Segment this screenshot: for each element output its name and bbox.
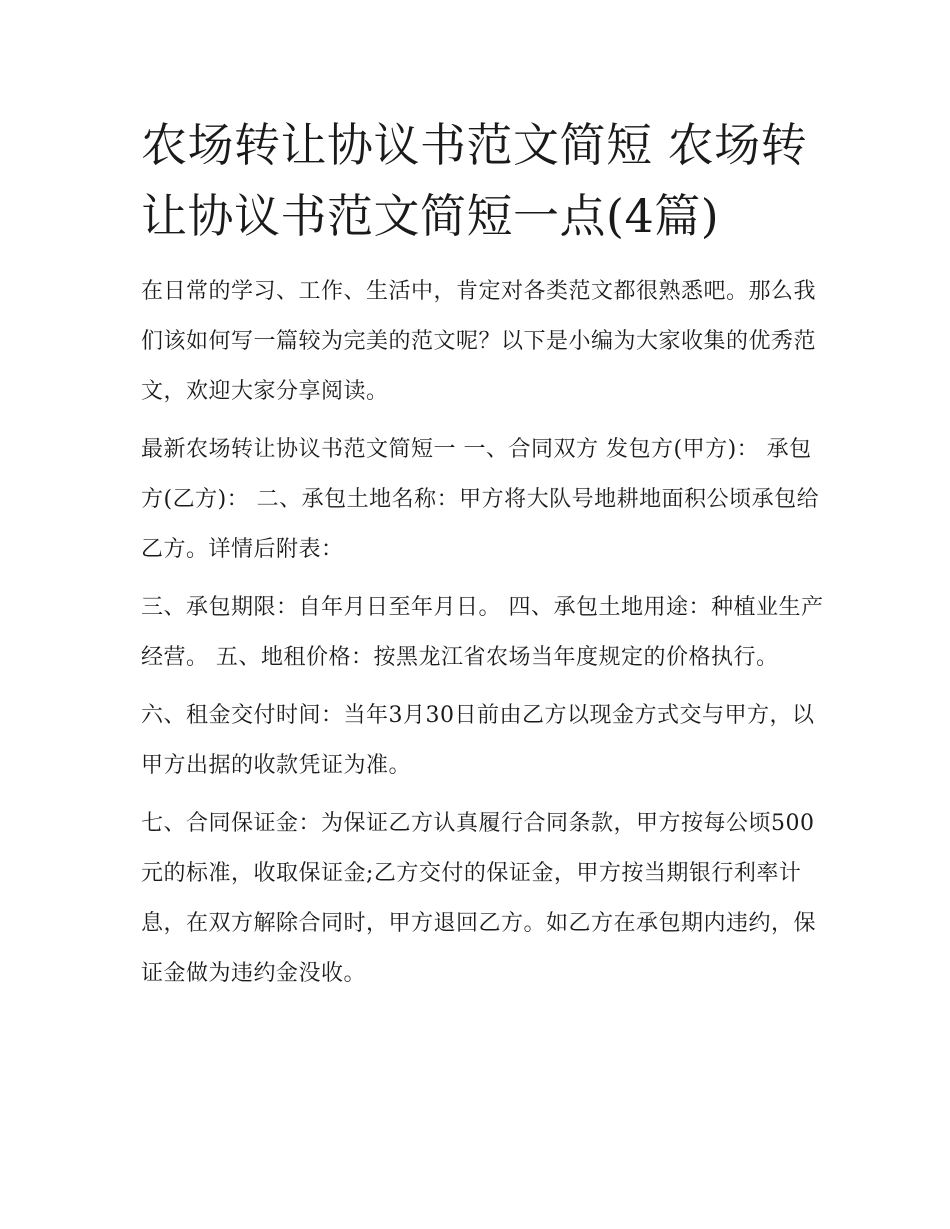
document-title: 农场转让协议书范文简短 农场转让协议书范文简短一点(4篇) (141, 118, 808, 244)
paragraph-intro: 在日常的学习、工作、生活中，肯定对各类范文都很熟悉吧。那么我们该如何写一篇较为完美的范文呢？以下是小编为大家收集的优秀范文，欢迎大家分享阅读。 (141, 278, 817, 404)
paragraph-contract-parties: 最新农场转让协议书范文简短一 一、合同双方 发包方(甲方)： 承包方(乙方)： 二、承包土地名称：甲方将大队号地耕地面积公顷承包给乙方。详情后附表： (141, 436, 820, 562)
paragraph-deposit: 七、合同保证金：为保证乙方认真履行合同条款，甲方按每公顷500元的标准，收取保证金;乙方交付的保证金，甲方按当期银行利率计息，在双方解除合同时，甲方退回乙方。如乙方在承包期内违约，保证金做为违约金没收。 (141, 810, 817, 986)
paragraph-rent-payment: 六、租金交付时间：当年3月30日前由乙方以现金方式交与甲方，以甲方出据的收款凭证为准。 (141, 702, 815, 778)
paragraph-contract-term: 三、承包期限：自年月日至年月日。 四、承包土地用途：种植业生产经营。 五、地租价格：按黑龙江省农场当年度规定的价格执行。 (141, 594, 824, 670)
